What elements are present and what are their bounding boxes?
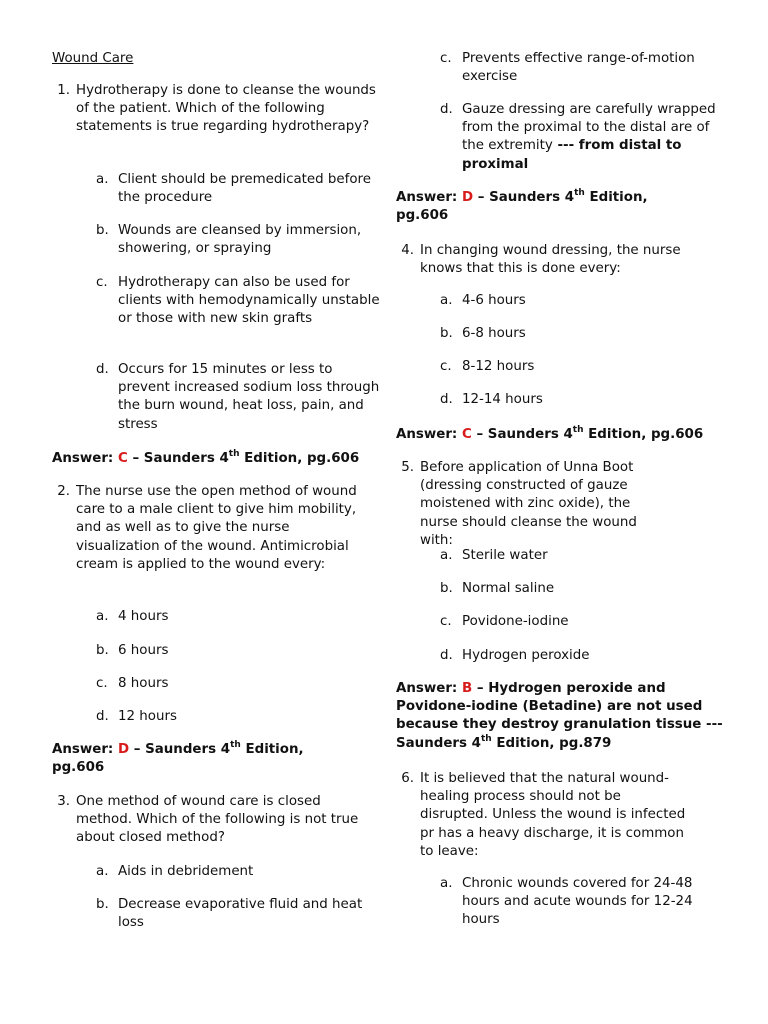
question-text: One method of wound care is closed method. Which of the following is not true about closed method? [76, 794, 359, 846]
question-number: 3. [57, 794, 70, 809]
answer-5: Answer: B – Hydrogen peroxide and Povidone-iodine (Betadine) are not used because they destroy granulation tissue --- Saunders 4th Edition, pg.879 [396, 681, 723, 751]
option-5b: b. Normal saline [440, 581, 555, 596]
question-2 [57, 483, 376, 574]
option-2d: d. 12 hours [96, 709, 177, 724]
option-2c: c. 8 hours [96, 676, 169, 691]
option-4d: d. 12-14 hours [440, 392, 543, 407]
option-1d: d. Occurs for 15 minutes or less to prevent increased sodium loss through the burn wound, heat loss, pain, and stress [96, 362, 380, 432]
option-3d: d. Gauze dressing are carefully wrapped from the proximal to the distal are of the extremity --- from distal to proximal [440, 102, 716, 172]
option-2a: a. 4 hours [96, 609, 169, 624]
question-number: 4. [401, 243, 414, 258]
question-6 [401, 770, 692, 861]
question-text: Hydrotherapy is done to cleanse the wounds of the patient. Which of the following statements is true regarding hydrotherapy? [76, 83, 376, 135]
option-4c: c. 8-12 hours [440, 359, 535, 374]
answer-letter: D [461, 190, 474, 205]
question-text: It is believed that the natural wound-healing process should not be disrupted. Unless the wound is infected pr has a heavy discharge, it is common to leave: [420, 771, 686, 859]
question-number: 6. [401, 771, 414, 786]
option-5a: a. Sterile water [440, 548, 548, 563]
question-3 [57, 793, 376, 848]
option-1a: a. Client should be premedicated before the procedure [96, 172, 371, 206]
option-5c: c. Povidone-iodine [440, 614, 569, 629]
question-text: Before application of Unna Boot (dressing constructed of gauze moistened with zinc oxide), the nurse should cleanse the wound with: [420, 460, 637, 548]
option-4b: b. 6-8 hours [440, 326, 526, 341]
question-5 [401, 459, 656, 550]
question-text: In changing wound dressing, the nurse knows that this is done every: [420, 243, 681, 277]
option-1b: b. Wounds are cleansed by immersion, showering, or spraying [96, 223, 362, 257]
option-3b: b. Decrease evaporative fluid and heat loss [96, 897, 363, 931]
answer-letter: C [117, 451, 128, 466]
option-1c: c. Hydrotherapy can also be used for clients with hemodynamically unstable or those with new skin grafts [96, 275, 380, 327]
page-title: Wound Care [52, 51, 134, 66]
option-3c: c. Prevents effective range-of-motion exercise [440, 51, 695, 85]
question-number: 1. [57, 83, 70, 98]
answer-3: Answer: D – Saunders 4th Edition, pg.606 [396, 188, 648, 224]
option-6a: a. Chronic wounds covered for 24-48 hours and acute wounds for 12-24 hours [440, 876, 693, 928]
question-text: The nurse use the open method of wound care to a male client to give him mobility, and as well as to give the nurse visualization of the wound. Antimicrobial cream is applied to the wound every: [76, 484, 357, 572]
option-3a: a. Aids in debridement [96, 864, 254, 879]
question-1 [57, 82, 376, 137]
answer-4: Answer: C – Saunders 4th Edition, pg.606 [396, 425, 704, 442]
answer-1: Answer: C – Saunders 4th Edition, pg.606 [52, 449, 360, 466]
option-2b: b. 6 hours [96, 643, 169, 658]
answer-2: Answer: D – Saunders 4th Edition, pg.606 [52, 740, 304, 776]
answer-letter: C [461, 427, 472, 442]
question-number: 2. [57, 484, 70, 499]
question-4 [401, 242, 720, 278]
option-4a: a. 4-6 hours [440, 293, 526, 308]
answer-letter: D [117, 742, 130, 757]
answer-letter: B [461, 681, 473, 696]
question-number: 5. [401, 460, 414, 475]
option-5d: d. Hydrogen peroxide [440, 648, 590, 663]
